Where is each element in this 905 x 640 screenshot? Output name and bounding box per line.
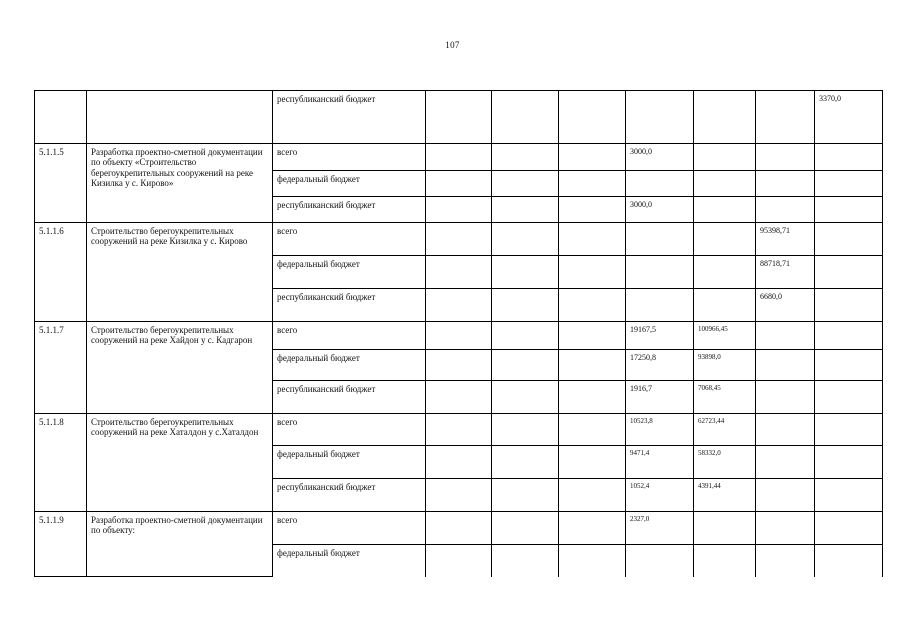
amount-cell bbox=[815, 381, 883, 414]
amount-cell bbox=[756, 350, 815, 381]
amount-cell bbox=[492, 350, 559, 381]
amount-cell bbox=[694, 512, 756, 545]
item-code: 5.1.1.5 bbox=[35, 144, 87, 223]
amount-cell: 62723,44 bbox=[694, 414, 756, 446]
amount-cell bbox=[559, 350, 626, 381]
amount-cell bbox=[492, 197, 559, 223]
amount-cell bbox=[694, 256, 756, 289]
amount-cell bbox=[492, 223, 559, 256]
funding-source: федеральный бюджет bbox=[273, 350, 426, 381]
amount-cell bbox=[426, 414, 492, 446]
amount-cell bbox=[756, 171, 815, 197]
amount-cell bbox=[492, 171, 559, 197]
amount-cell bbox=[756, 479, 815, 512]
funding-source: федеральный бюджет bbox=[273, 545, 426, 577]
amount-cell bbox=[426, 322, 492, 350]
table-row bbox=[35, 144, 883, 171]
amount-cell: 1052,4 bbox=[626, 479, 694, 512]
amount-cell bbox=[756, 144, 815, 171]
item-description bbox=[87, 91, 273, 144]
funding-source: всего bbox=[273, 414, 426, 446]
amount-cell bbox=[492, 381, 559, 414]
amount-cell bbox=[559, 171, 626, 197]
funding-source: республиканский бюджет bbox=[273, 197, 426, 223]
item-code: 5.1.1.9 bbox=[35, 512, 87, 577]
item-code: 5.1.1.8 bbox=[35, 414, 87, 512]
amount-cell bbox=[426, 289, 492, 322]
amount-cell bbox=[492, 414, 559, 446]
funding-source: федеральный бюджет bbox=[273, 171, 426, 197]
amount-cell bbox=[626, 545, 694, 577]
funding-source: всего bbox=[273, 223, 426, 256]
amount-cell bbox=[492, 512, 559, 545]
table-row bbox=[35, 322, 883, 350]
amount-cell bbox=[694, 144, 756, 171]
amount-cell: 3000,0 bbox=[626, 197, 694, 223]
amount-cell bbox=[426, 91, 492, 144]
funding-source: республиканский бюджет bbox=[273, 479, 426, 512]
amount-cell bbox=[559, 322, 626, 350]
amount-cell bbox=[694, 91, 756, 144]
table-row bbox=[35, 512, 883, 545]
funding-source: федеральный бюджет bbox=[273, 446, 426, 479]
amount-cell: 2327,0 bbox=[626, 512, 694, 545]
amount-cell bbox=[492, 91, 559, 144]
item-description: Разработка проектно-сметной документации по объекту: bbox=[87, 512, 273, 577]
amount-cell bbox=[559, 446, 626, 479]
funding-source: республиканский бюджет bbox=[273, 381, 426, 414]
amount-cell bbox=[626, 91, 694, 144]
amount-cell bbox=[694, 197, 756, 223]
table-row bbox=[35, 414, 883, 446]
amount-cell: 95398,71 bbox=[756, 223, 815, 256]
page-number: 107 bbox=[445, 40, 460, 50]
amount-cell bbox=[426, 446, 492, 479]
amount-cell: 58332,0 bbox=[694, 446, 756, 479]
amount-cell bbox=[426, 197, 492, 223]
item-description: Строительство берегоукрепительных сооружений на реке Кизилка у с. Кирово bbox=[87, 223, 273, 322]
amount-cell bbox=[492, 446, 559, 479]
amount-cell: 93898,0 bbox=[694, 350, 756, 381]
amount-cell bbox=[756, 446, 815, 479]
item-description: Разработка проектно-сметной документации по объекту «Строительство берегоукрепительных сооружений на реке Кизилка у с. Кирово» bbox=[87, 144, 273, 223]
amount-cell bbox=[815, 289, 883, 322]
amount-cell bbox=[626, 223, 694, 256]
item-code bbox=[35, 91, 87, 144]
amount-cell bbox=[815, 144, 883, 171]
amount-cell bbox=[815, 479, 883, 512]
amount-cell bbox=[756, 322, 815, 350]
amount-cell bbox=[559, 381, 626, 414]
amount-cell bbox=[559, 91, 626, 144]
amount-cell bbox=[426, 512, 492, 545]
amount-cell bbox=[815, 446, 883, 479]
amount-cell: 6680,0 bbox=[756, 289, 815, 322]
amount-cell bbox=[559, 289, 626, 322]
amount-cell bbox=[492, 479, 559, 512]
amount-cell: 100966,45 bbox=[694, 322, 756, 350]
amount-cell bbox=[815, 350, 883, 381]
amount-cell bbox=[815, 414, 883, 446]
table-row bbox=[35, 223, 883, 256]
amount-cell bbox=[756, 197, 815, 223]
funding-source: всего bbox=[273, 512, 426, 545]
amount-cell bbox=[426, 256, 492, 289]
amount-cell: 88718,71 bbox=[756, 256, 815, 289]
amount-cell bbox=[756, 91, 815, 144]
amount-cell: 7068,45 bbox=[694, 381, 756, 414]
funding-source: республиканский бюджет bbox=[273, 91, 426, 144]
amount-cell bbox=[492, 289, 559, 322]
amount-cell bbox=[559, 256, 626, 289]
amount-cell: 3370,0 bbox=[815, 91, 883, 144]
amount-cell bbox=[815, 171, 883, 197]
amount-cell bbox=[559, 144, 626, 171]
amount-cell bbox=[694, 545, 756, 577]
amount-cell bbox=[626, 171, 694, 197]
amount-cell: 17250,8 bbox=[626, 350, 694, 381]
amount-cell bbox=[559, 479, 626, 512]
funding-source: федеральный бюджет bbox=[273, 256, 426, 289]
amount-cell: 4391,44 bbox=[694, 479, 756, 512]
amount-cell bbox=[694, 289, 756, 322]
amount-cell bbox=[492, 322, 559, 350]
funding-source: республиканский бюджет bbox=[273, 289, 426, 322]
amount-cell bbox=[559, 223, 626, 256]
amount-cell bbox=[559, 512, 626, 545]
item-description: Строительство берегоукрепительных сооружений на реке Хайдон у с. Кадгарон bbox=[87, 322, 273, 414]
amount-cell bbox=[492, 256, 559, 289]
amount-cell bbox=[815, 223, 883, 256]
amount-cell: 10523,8 bbox=[626, 414, 694, 446]
amount-cell bbox=[426, 144, 492, 171]
amount-cell bbox=[559, 197, 626, 223]
table-row bbox=[35, 91, 883, 144]
amount-cell bbox=[756, 381, 815, 414]
amount-cell bbox=[559, 545, 626, 577]
amount-cell bbox=[756, 512, 815, 545]
amount-cell bbox=[756, 414, 815, 446]
amount-cell bbox=[626, 256, 694, 289]
amount-cell: 3000,0 bbox=[626, 144, 694, 171]
amount-cell bbox=[756, 545, 815, 577]
amount-cell bbox=[815, 256, 883, 289]
amount-cell bbox=[626, 289, 694, 322]
amount-cell: 9471,4 bbox=[626, 446, 694, 479]
amount-cell bbox=[694, 171, 756, 197]
amount-cell bbox=[426, 545, 492, 577]
amount-cell bbox=[492, 545, 559, 577]
item-code: 5.1.1.7 bbox=[35, 322, 87, 414]
amount-cell bbox=[559, 414, 626, 446]
amount-cell: 19167,5 bbox=[626, 322, 694, 350]
amount-cell bbox=[426, 381, 492, 414]
amount-cell bbox=[426, 479, 492, 512]
amount-cell bbox=[694, 223, 756, 256]
funding-source: всего bbox=[273, 322, 426, 350]
amount-cell bbox=[426, 350, 492, 381]
amount-cell bbox=[815, 322, 883, 350]
item-code: 5.1.1.6 bbox=[35, 223, 87, 322]
funding-source: всего bbox=[273, 144, 426, 171]
amount-cell bbox=[426, 223, 492, 256]
amount-cell bbox=[815, 197, 883, 223]
budget-table bbox=[34, 90, 883, 577]
item-description: Строительство берегоукрепительных сооружений на реке Хаталдон у с.Хаталдон bbox=[87, 414, 273, 512]
amount-cell bbox=[815, 545, 883, 577]
amount-cell bbox=[426, 171, 492, 197]
amount-cell bbox=[815, 512, 883, 545]
amount-cell: 1916,7 bbox=[626, 381, 694, 414]
amount-cell bbox=[492, 144, 559, 171]
